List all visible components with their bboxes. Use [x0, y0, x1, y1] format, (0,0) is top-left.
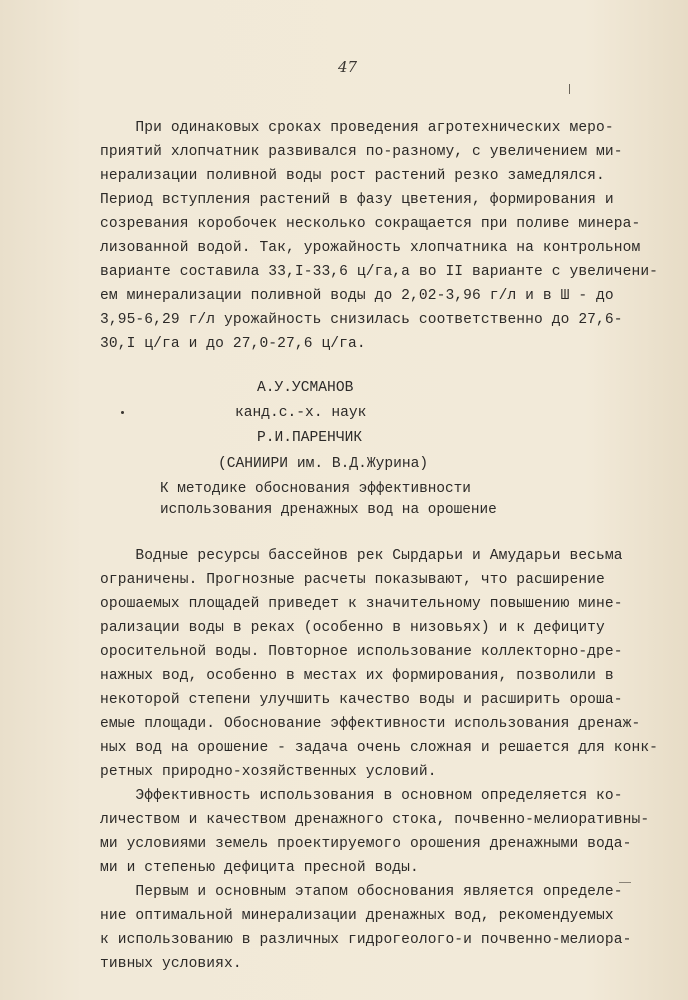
- text-line: 3,95-6,29 г/л урожайность снизилась соответственно до 27,6-: [100, 312, 623, 328]
- text-line: емые площади. Обоснование эффективности использования дренаж-: [100, 716, 641, 732]
- text-line: оросительной воды. Повторное использование коллекторно-дре-: [100, 644, 623, 660]
- text-line: нерализации поливной воды рост растений резко замедлялся.: [100, 168, 605, 184]
- text-line: орошаемых площадей приведет к значительному повышению мине-: [100, 596, 623, 612]
- author-name: Р.И.ПАРЕНЧИК: [257, 430, 363, 446]
- text-line: ние оптимальной минерализации дренажных вод, рекомендуемых: [100, 908, 614, 924]
- text-line: варианте составила 33,I-33,6 ц/га,а во II варианте с увеличени-: [100, 264, 659, 280]
- text-line: к использованию в различных гидрогеолого-и почвенно-мелиора-: [100, 932, 632, 948]
- article-title: использования дренажных вод на орошение: [160, 502, 497, 518]
- margin-mark: [619, 882, 631, 883]
- text-line: Водные ресурсы бассейнов рек Сырдарьи и Амударьи весьма: [100, 548, 623, 564]
- text-line: ретных природно-хозяйственных условий.: [100, 764, 437, 780]
- text-line: лизованной водой. Так, урожайность хлопчатника на контрольном: [100, 240, 641, 256]
- page-number: 47: [338, 58, 358, 76]
- text-line: рализации воды в реках (особенно в низовьях) и к дефициту: [100, 620, 605, 636]
- author-degree: канд.с.-х. наук: [235, 405, 367, 421]
- text-line: 30,I ц/га и до 27,0-27,6 ц/га.: [100, 336, 366, 352]
- text-line: некоторой степени улучшить качество воды и расширить ороша-: [100, 692, 623, 708]
- text-line: Период вступления растений в фазу цветения, формирования и: [100, 192, 614, 208]
- text-line: тивных условиях.: [100, 956, 242, 972]
- text-line: ми и степенью дефицита пресной воды.: [100, 860, 419, 876]
- text-line: нажных вод, особенно в местах их формирования, позволили в: [100, 668, 614, 684]
- text-line: личеством и качеством дренажного стока, почвенно-мелиоративны-: [100, 812, 650, 828]
- author-affiliation: (САНИИРИ им. В.Д.Журина): [218, 456, 429, 472]
- text-line: Первым и основным этапом обоснования является определе-: [100, 884, 623, 900]
- text-line: созревания коробочек несколько сокращается при поливе минера-: [100, 216, 641, 232]
- text-line: приятий хлопчатник развивался по-разному, с увеличением ми-: [100, 144, 623, 160]
- text-line: ных вод на орошение - задача очень сложная и решается для конк-: [100, 740, 659, 756]
- margin-mark: [569, 84, 570, 94]
- text-line: ем минерализации поливной воды до 2,02-3,96 г/л и в Ш - до: [100, 288, 614, 304]
- ink-dot: [121, 411, 124, 414]
- article-title: К методике обоснования эффективности: [160, 481, 471, 497]
- text-line: ми условиями земель проектируемого орошения дренажными вода-: [100, 836, 632, 852]
- text-line: При одинаковых сроках проведения агротехнических меро-: [100, 120, 614, 136]
- text-line: ограничены. Прогнозные расчеты показывают, что расширение: [100, 572, 605, 588]
- author-name: А.У.УСМАНОВ: [257, 380, 354, 396]
- text-line: Эффективность использования в основном определяется ко-: [100, 788, 623, 804]
